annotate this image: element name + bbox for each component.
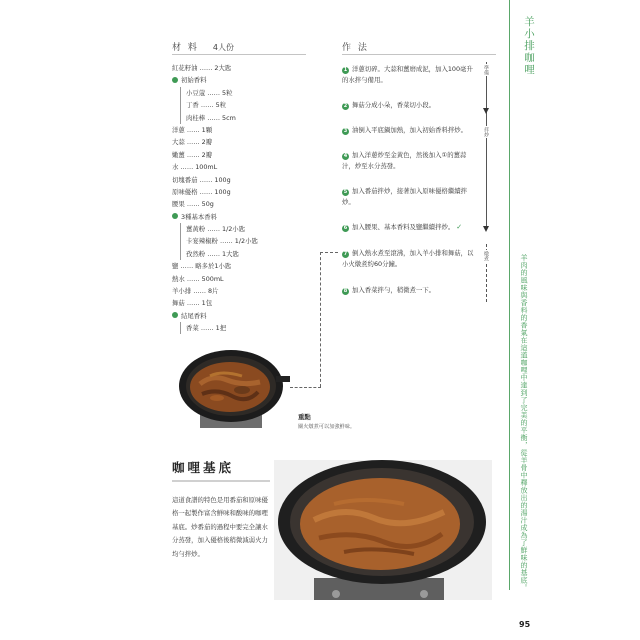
- pan-photo-large: [274, 460, 492, 600]
- method-step: [342, 186, 477, 208]
- ingredient-text: 羊小排 …… 8片: [172, 287, 219, 296]
- ingredient-row: [172, 223, 312, 235]
- ingredient-text: 初始香料: [181, 76, 207, 85]
- ingredient-row: [172, 87, 312, 99]
- step-number: 8: [343, 287, 348, 294]
- ingredient-text: 香菜 …… 1把: [186, 324, 227, 333]
- ingredient-text: 熱水 …… 500mL: [172, 274, 224, 283]
- step-number: 7: [343, 250, 348, 257]
- ingredient-row: [172, 235, 312, 247]
- step-text: 油倒入平底鍋加熱，加入初始香料拌炒。: [352, 126, 468, 134]
- ingredient-row: [172, 260, 312, 272]
- connector-line: [290, 387, 321, 388]
- ingredient-group-bracket: [180, 223, 181, 260]
- ingredient-text: 孜然粉 …… 1大匙: [186, 249, 239, 258]
- group-dot-icon: [172, 213, 178, 219]
- green-divider: [509, 0, 510, 590]
- step-number: 5: [343, 188, 348, 195]
- step-number: 1: [343, 66, 348, 73]
- step-text: 加入腰果、基本香料及鹽繼續拌炒。: [352, 223, 455, 231]
- method-step: [342, 125, 477, 136]
- ingredient-text: 紅花籽油 …… 2大匙: [172, 64, 232, 72]
- tip-label: 重點: [298, 413, 311, 421]
- ingredient-text: 洋蔥 …… 1顆: [172, 125, 213, 134]
- timeline-label: 燉煮: [483, 251, 489, 261]
- base-title: 咖哩基底: [172, 460, 235, 475]
- ingredients-header: [172, 40, 234, 53]
- ingredient-text: 小豆蔻 …… 5粒: [186, 88, 233, 97]
- ingredient-row: [172, 322, 312, 334]
- ingredients-title: 材 料: [172, 43, 199, 53]
- ingredient-text: 丁香 …… 5粒: [186, 101, 227, 110]
- step-text: 洋蔥切碎。大蒜和薑磨成泥，加入100毫升的水拌勻備用。: [342, 65, 473, 84]
- step-text: 加入番茄拌炒，接著加入原味優格繼續拌炒。: [342, 187, 468, 206]
- method-step: [342, 285, 477, 296]
- ingredient-text: 薑黃粉 …… 1/2小匙: [186, 225, 246, 234]
- ingredient-text: 原味優格 …… 100g: [172, 187, 231, 196]
- ingredient-text: 鹽 …… 略多於1小匙: [172, 262, 232, 271]
- step-text: 加入香菜拌勻，稍微煮一下。: [352, 286, 436, 294]
- timeline-line: [486, 62, 487, 230]
- connector-line: [320, 252, 321, 387]
- ingredient-group-bracket: [180, 322, 181, 334]
- ingredient-text: 舞菇 …… 1包: [172, 299, 213, 308]
- method-step: [342, 222, 482, 233]
- timeline-label: 拌炒: [483, 127, 489, 137]
- ingredient-text: 大蒜 …… 2瓣: [172, 138, 213, 147]
- ingredient-text: 切塊番茄 …… 100g: [172, 175, 231, 184]
- check-icon: ✓: [456, 223, 463, 231]
- ingredient-group-header: [172, 74, 312, 86]
- step-number: 6: [343, 224, 348, 231]
- step-text: 加入洋蔥炒至金黃色，然後加入①的薑蒜汁，炒至水分蒸發。: [342, 151, 467, 170]
- page-number: 95: [519, 620, 531, 629]
- timeline-label: 準備: [483, 65, 489, 75]
- ingredient-row: [172, 149, 312, 161]
- method-step: [342, 64, 477, 86]
- step-text: 舞菇分成小朵，香菜切小段。: [352, 101, 436, 109]
- ingredient-row: [172, 198, 312, 210]
- step-number: 4: [343, 152, 348, 159]
- ingredient-row: [172, 136, 312, 148]
- group-dot-icon: [172, 77, 178, 83]
- step-text: 倒入熱水煮至滾沸，加入羊小排和舞菇，以小火燉煮約60分鐘。: [342, 249, 474, 268]
- side-description: 羊肉的風味與香料的香氣在這道咖哩中達到了完美的平衡，從羊骨中釋放出的湯汁成為了鮮味的基底。: [520, 254, 528, 592]
- method-title: 作 法: [342, 43, 369, 53]
- ingredient-row: [172, 273, 312, 285]
- ingredient-group-header: [172, 310, 312, 322]
- ingredient-row: [172, 186, 312, 198]
- ingredients-list: [172, 62, 312, 335]
- ingredient-group-bracket: [180, 87, 181, 124]
- ingredients-underline: [172, 54, 306, 55]
- ingredient-row: [172, 174, 312, 186]
- ingredient-row: [172, 112, 312, 124]
- base-divider: [172, 480, 270, 482]
- ingredient-row: [172, 99, 312, 111]
- method-step: [342, 248, 477, 270]
- ingredient-row: [172, 62, 312, 74]
- ingredient-text: 水 …… 100mL: [172, 163, 218, 172]
- ingredient-text: 肉桂棒 …… 5cm: [186, 113, 236, 122]
- ingredient-row: [172, 248, 312, 260]
- ingredient-row: [172, 285, 312, 297]
- tip-text: 關火燉煮可以加強鮮味。: [298, 424, 356, 430]
- ingredient-text: 腰果 …… 50g: [172, 200, 214, 209]
- ingredient-text: 3種基本香料: [181, 212, 218, 221]
- ingredient-row: [172, 161, 312, 173]
- connector-line: [320, 252, 338, 253]
- servings: 4人份: [212, 43, 234, 52]
- step-number: 2: [343, 102, 348, 109]
- pan-photo-small: [172, 346, 290, 428]
- dish-title: 羊小排咖哩: [523, 16, 535, 76]
- arrow-down-icon: [483, 226, 489, 232]
- arrow-down-icon: [483, 108, 489, 114]
- method-step: [342, 150, 477, 172]
- method-step: [342, 100, 477, 111]
- ingredient-text: 卡宴辣椒粉 …… 1/2小匙: [186, 237, 258, 246]
- ingredient-text: 嫩薑 …… 2瓣: [172, 150, 213, 159]
- group-dot-icon: [172, 312, 178, 318]
- ingredient-text: 結尾香料: [181, 311, 207, 320]
- base-text: 這道食譜的特色是用番茄和原味優格一起製作富含鮮味和酸味的咖哩基底。炒番茄的過程中要完全讓水分蒸發，加入優格後稍微減弱火力均勻拌炒。: [172, 496, 268, 558]
- ingredient-group-header: [172, 211, 312, 223]
- method-underline: [342, 54, 496, 55]
- step-number: 3: [343, 127, 348, 134]
- ingredient-row: [172, 297, 312, 309]
- ingredient-row: [172, 124, 312, 136]
